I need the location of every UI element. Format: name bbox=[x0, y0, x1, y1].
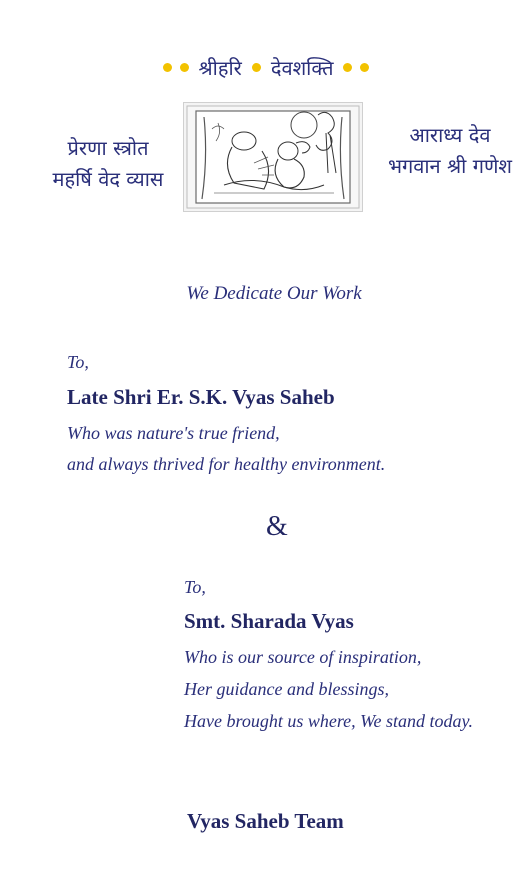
left-caption-line1: प्रेरणा स्त्रोत bbox=[67, 136, 149, 160]
first-name: Late Shri Er. S.K. Vyas Saheb bbox=[67, 385, 335, 409]
second-line2: Her guidance and blessings, bbox=[184, 679, 389, 699]
header-line bbox=[0, 52, 532, 82]
bullet-dot-icon bbox=[252, 63, 261, 72]
first-line1: Who was nature's true friend, bbox=[67, 423, 280, 443]
right-caption-line2: भगवान श्री गणेश bbox=[387, 154, 513, 178]
second-line3: Have brought us where, We stand today. bbox=[184, 711, 473, 731]
sketch-illustration-icon bbox=[184, 103, 362, 211]
second-name: Smt. Sharada Vyas bbox=[184, 609, 354, 633]
bullet-dot-icon bbox=[343, 63, 352, 72]
bullet-dot-icon bbox=[180, 63, 189, 72]
dedication-title: We Dedicate Our Work bbox=[186, 283, 362, 304]
first-line2: and always thrived for healthy environment. bbox=[67, 454, 386, 474]
bullet-dot-icon bbox=[163, 63, 172, 72]
ampersand: & bbox=[266, 511, 288, 542]
signature: Vyas Saheb Team bbox=[187, 809, 344, 833]
right-caption bbox=[374, 120, 526, 182]
second-line1: Who is our source of inspiration, bbox=[184, 647, 422, 667]
left-caption bbox=[38, 133, 178, 195]
header-left-word: श्रीहरि bbox=[198, 55, 242, 80]
left-caption-line2: महर्षि वेद व्यास bbox=[52, 167, 164, 191]
bullet-dot-icon bbox=[360, 63, 369, 72]
right-caption-line1: आराध्य देव bbox=[409, 123, 491, 147]
sketch-image bbox=[183, 102, 363, 212]
header-right-word: देवशक्ति bbox=[270, 55, 334, 80]
second-to-label: To, bbox=[184, 577, 206, 597]
first-to-label: To, bbox=[67, 352, 89, 372]
